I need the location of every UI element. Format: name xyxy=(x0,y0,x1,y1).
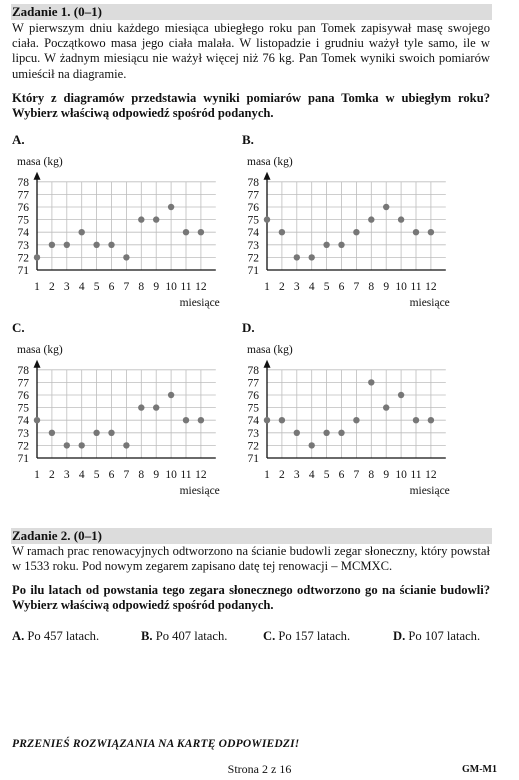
y-tick-label: 73 xyxy=(17,427,29,440)
x-tick-label: 5 xyxy=(93,281,100,293)
y-axis-label: masa (kg) xyxy=(17,344,63,356)
x-axis-label: miesiące xyxy=(179,485,220,497)
x-axis-label: miesiące xyxy=(409,485,450,497)
chart-a xyxy=(12,132,242,312)
x-tick-label: 5 xyxy=(323,281,330,293)
chart-b xyxy=(242,132,472,312)
x-tick-label: 9 xyxy=(153,469,160,481)
y-tick-label: 77 xyxy=(17,377,29,390)
x-tick-label: 6 xyxy=(338,281,345,293)
data-point xyxy=(398,392,404,398)
data-point xyxy=(123,254,129,260)
data-point xyxy=(34,254,40,260)
data-point xyxy=(428,417,434,423)
data-point xyxy=(93,242,99,248)
data-point xyxy=(183,229,189,235)
y-axis-arrow xyxy=(264,360,271,368)
y-tick-label: 71 xyxy=(17,453,29,465)
data-point xyxy=(168,204,174,210)
x-tick-label: 3 xyxy=(63,281,70,293)
x-tick-label: 4 xyxy=(308,281,315,293)
data-point xyxy=(323,430,329,436)
data-point xyxy=(264,216,270,222)
x-tick-label: 9 xyxy=(383,281,390,293)
x-tick-label: 11 xyxy=(180,281,192,293)
y-tick-label: 75 xyxy=(247,214,259,227)
x-tick-label: 7 xyxy=(353,469,360,481)
y-tick-label: 77 xyxy=(17,189,29,202)
task1-intro: W pierwszym dniu każdego miesiąca ubiegłego roku pan Tomek zapisywał masę swojego ciała. Początkowo masa jego ciała malała. W listopadzie i grudniu ważył tyle samo, ile w lipcu. W żadnym miesiącu nie ważył więcej niż 76 kg. Pan Tomek wyniki swoich pomiarów umieścił na diagramie. xyxy=(12,21,490,81)
data-point xyxy=(413,229,419,235)
y-tick-label: 78 xyxy=(247,364,259,377)
x-tick-label: 3 xyxy=(63,469,70,481)
data-point xyxy=(64,442,70,448)
x-tick-label: 12 xyxy=(425,281,437,293)
y-tick-label: 73 xyxy=(247,427,259,440)
task2-question: Po ilu latach od powstania tego zegara słonecznego odtworzono go na ścianie budowli? Wybierz właściwą odpowiedź spośród podanych. xyxy=(12,583,490,613)
x-tick-label: 4 xyxy=(308,469,315,481)
y-axis-arrow xyxy=(34,360,41,368)
y-tick-label: 77 xyxy=(247,189,259,202)
x-tick-label: 12 xyxy=(195,281,207,293)
x-tick-label: 7 xyxy=(353,281,360,293)
data-point xyxy=(64,242,70,248)
y-tick-label: 73 xyxy=(17,239,29,252)
x-tick-label: 7 xyxy=(123,469,130,481)
x-tick-label: 7 xyxy=(123,281,130,293)
y-tick-label: 72 xyxy=(247,252,259,265)
y-tick-label: 74 xyxy=(247,227,259,240)
y-tick-label: 75 xyxy=(17,214,29,227)
data-point xyxy=(123,442,129,448)
x-tick-label: 2 xyxy=(279,469,285,481)
x-tick-label: 11 xyxy=(410,469,422,481)
task1-header: Zadanie 1. (0–1) xyxy=(11,4,492,20)
data-point xyxy=(279,229,285,235)
exam-code: GM-M1 xyxy=(462,764,497,775)
x-tick-label: 4 xyxy=(78,281,85,293)
answer-b[interactable]: B. Po 407 latach. xyxy=(141,629,228,643)
data-point xyxy=(428,229,434,235)
data-point xyxy=(353,229,359,235)
x-tick-label: 8 xyxy=(138,281,145,293)
y-tick-label: 74 xyxy=(17,415,29,428)
x-tick-label: 1 xyxy=(264,281,270,293)
x-tick-label: 2 xyxy=(49,469,55,481)
y-tick-label: 77 xyxy=(247,377,259,390)
x-tick-label: 8 xyxy=(138,469,145,481)
x-tick-label: 6 xyxy=(108,281,115,293)
data-point xyxy=(338,242,344,248)
data-point xyxy=(383,404,389,410)
chart-c xyxy=(12,320,242,500)
data-point xyxy=(353,417,359,423)
data-point xyxy=(138,216,144,222)
data-point xyxy=(309,442,315,448)
y-tick-label: 74 xyxy=(17,227,29,240)
x-tick-label: 6 xyxy=(108,469,115,481)
data-point xyxy=(398,216,404,222)
data-point xyxy=(198,229,204,235)
page-number: Strona 2 z 16 xyxy=(227,762,292,776)
data-point xyxy=(279,417,285,423)
data-point xyxy=(198,417,204,423)
x-tick-label: 5 xyxy=(323,469,330,481)
data-point xyxy=(49,430,55,436)
x-tick-label: 2 xyxy=(279,281,285,293)
y-tick-label: 72 xyxy=(17,252,29,265)
y-tick-label: 71 xyxy=(17,265,29,277)
x-tick-label: 10 xyxy=(395,281,407,293)
x-tick-label: 1 xyxy=(264,469,270,481)
y-axis-label: masa (kg) xyxy=(17,156,63,168)
data-point xyxy=(34,417,40,423)
y-tick-label: 72 xyxy=(17,440,29,453)
y-tick-label: 71 xyxy=(247,453,259,465)
panel-letter: B. xyxy=(242,132,254,147)
data-point xyxy=(108,430,114,436)
data-point xyxy=(309,254,315,260)
data-point xyxy=(264,417,270,423)
data-point xyxy=(153,404,159,410)
x-tick-label: 10 xyxy=(165,469,177,481)
x-tick-label: 9 xyxy=(153,281,160,293)
task1-question: Który z diagramów przedstawia wyniki pomiarów pana Tomka w ubiegłym roku? Wybierz właściwą odpowiedź spośród podanych. xyxy=(12,91,490,121)
answer-a[interactable]: A. Po 457 latach. xyxy=(12,629,100,643)
data-point xyxy=(49,242,55,248)
data-point xyxy=(108,242,114,248)
y-tick-label: 72 xyxy=(247,440,259,453)
x-tick-label: 11 xyxy=(180,469,192,481)
x-tick-label: 6 xyxy=(338,469,345,481)
data-point xyxy=(93,430,99,436)
x-tick-label: 8 xyxy=(368,281,375,293)
y-tick-label: 75 xyxy=(17,402,29,415)
answer-d[interactable]: D. Po 107 latach. xyxy=(393,629,481,643)
y-tick-label: 75 xyxy=(247,402,259,415)
x-tick-label: 8 xyxy=(368,469,375,481)
panel-letter: C. xyxy=(12,320,25,335)
x-tick-label: 3 xyxy=(293,281,300,293)
transfer-note: PRZENIEŚ ROZWIĄZANIA NA KARTĘ ODPOWIEDZI! xyxy=(12,738,300,750)
data-point xyxy=(183,417,189,423)
data-point xyxy=(168,392,174,398)
data-point xyxy=(79,229,85,235)
x-tick-label: 3 xyxy=(293,469,300,481)
data-point xyxy=(153,216,159,222)
data-point xyxy=(383,204,389,210)
y-tick-label: 78 xyxy=(247,176,259,189)
y-tick-label: 76 xyxy=(247,202,259,214)
y-axis-arrow xyxy=(34,172,41,180)
x-tick-label: 11 xyxy=(410,281,422,293)
y-tick-label: 73 xyxy=(247,239,259,252)
x-axis-label: miesiące xyxy=(409,297,450,309)
y-axis-label: masa (kg) xyxy=(247,344,293,356)
task2-intro: W ramach prac renowacyjnych odtworzono na ścianie budowli zegar słoneczny, który powstał w 1533 roku. Pod nowym zegarem zapisano datę tej renowacji – MCMXC. xyxy=(12,544,490,574)
y-axis-label: masa (kg) xyxy=(247,156,293,168)
x-axis-label: miesiące xyxy=(179,297,220,309)
x-tick-label: 12 xyxy=(195,469,207,481)
y-tick-label: 76 xyxy=(247,390,259,402)
y-tick-label: 76 xyxy=(17,202,29,214)
y-tick-label: 76 xyxy=(17,390,29,402)
x-tick-label: 10 xyxy=(165,281,177,293)
answer-c[interactable]: C. Po 157 latach. xyxy=(263,629,351,643)
y-tick-label: 71 xyxy=(247,265,259,277)
x-tick-label: 1 xyxy=(34,469,40,481)
y-axis-arrow xyxy=(264,172,271,180)
data-point xyxy=(294,254,300,260)
data-point xyxy=(338,430,344,436)
panel-letter: A. xyxy=(12,132,25,147)
data-point xyxy=(413,417,419,423)
data-point xyxy=(294,430,300,436)
data-point xyxy=(79,442,85,448)
x-tick-label: 4 xyxy=(78,469,85,481)
panel-letter: D. xyxy=(242,320,255,335)
chart-d xyxy=(242,320,472,500)
data-point xyxy=(323,242,329,248)
y-tick-label: 78 xyxy=(17,176,29,189)
x-tick-label: 10 xyxy=(395,469,407,481)
data-point xyxy=(138,404,144,410)
data-point xyxy=(368,216,374,222)
x-tick-label: 5 xyxy=(93,469,100,481)
x-tick-label: 1 xyxy=(34,281,40,293)
y-tick-label: 78 xyxy=(17,364,29,377)
x-tick-label: 2 xyxy=(49,281,55,293)
x-tick-label: 9 xyxy=(383,469,390,481)
y-tick-label: 74 xyxy=(247,415,259,428)
data-point xyxy=(368,379,374,385)
x-tick-label: 12 xyxy=(425,469,437,481)
task2-header: Zadanie 2. (0–1) xyxy=(11,528,492,544)
